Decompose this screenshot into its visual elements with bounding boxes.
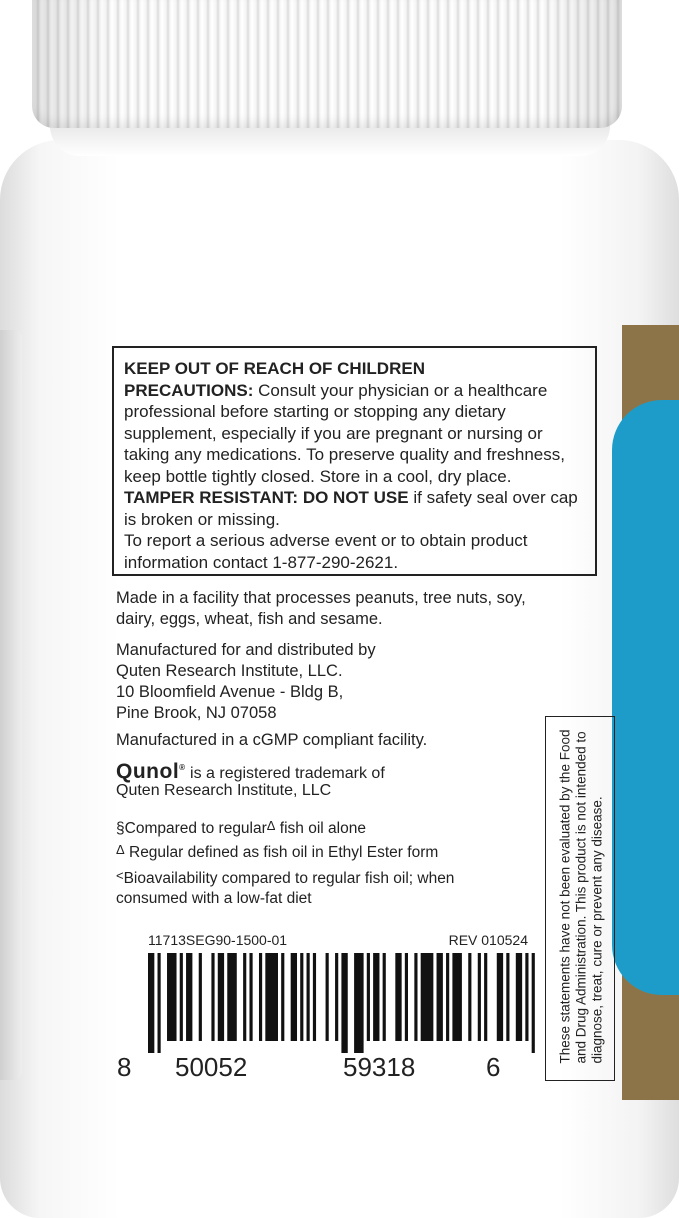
bottle-cap [32, 0, 622, 128]
footnote-1: §Compared to regularΔ fish oil alone [116, 818, 366, 837]
cap-shadow-right [542, 0, 622, 128]
barcode-last-digit: 6 [486, 1052, 501, 1082]
trademark-line [116, 760, 385, 784]
precautions-text: Consult your physician or a healthcare professional before starting or stopping any dietary supplement, especially if you are pregnant or nursing or taking any medications. To preserve quality and freshness, keep bottle tightly closed. Store in a cool, dry place. [124, 380, 565, 486]
rev-code: REV 010524 [448, 932, 528, 948]
distributor-block [116, 640, 536, 724]
fda-disclaimer-text: These statements have not been evaluated by the Food and Drug Administration. This product is not intended to diagnose, treat, cure or prevent any disease. [557, 729, 605, 1064]
cap-shadow-left [32, 0, 112, 128]
barcode-group1: 50052 [175, 1052, 248, 1082]
barcode-bar [468, 953, 471, 1041]
barcode-bar [259, 953, 262, 1041]
footnote-3: <Bioavailability compared to regular fish oil; when consumed with a low-fat diet [116, 868, 455, 907]
barcode-bar [335, 953, 338, 1041]
barcode-bar [186, 953, 192, 1041]
label-blue-band [612, 400, 679, 995]
tamper-label: TAMPER RESISTANT: DO NOT USE [124, 488, 409, 507]
precautions-label: PRECAUTIONS: [124, 380, 254, 400]
barcode-bar [326, 953, 329, 1041]
barcode-bar [497, 953, 503, 1041]
barcode-bar [300, 953, 303, 1041]
distributor-line4: Pine Brook, NJ 07058 [116, 704, 277, 722]
footnote-2: Δ Regular defined as fish oil in Ethyl Ester form [116, 842, 439, 861]
barcode-bar [199, 953, 202, 1041]
distributor-line3: 10 Bloomfield Avenue - Bldg B, [116, 683, 344, 701]
barcode-bar [218, 953, 224, 1041]
trademark-owner: Quten Research Institute, LLC [116, 782, 332, 799]
barcode-bar [532, 953, 535, 1053]
barcode-bar [506, 953, 509, 1041]
barcode-bar [373, 953, 379, 1041]
barcode-bar [313, 953, 316, 1041]
barcode-bar [383, 953, 386, 1041]
barcode-bar [421, 953, 434, 1041]
barcode-bar [227, 953, 237, 1041]
barcode-bar [265, 953, 278, 1041]
trademark-text: is a registered trademark of [190, 765, 385, 782]
barcode-bar [354, 953, 364, 1053]
lot-code: 11713SEG90-1500-01 [148, 932, 288, 948]
barcode-bar [341, 953, 347, 1053]
barcode-first-digit: 8 [117, 1052, 132, 1082]
label-left-edge [0, 330, 22, 1080]
barcode-bar [437, 953, 443, 1041]
warning-title: KEEP OUT OF REACH OF CHILDREN [124, 359, 425, 378]
report-text: To report a serious adverse event or to obtain product information contact 1-877-290-2621. [124, 531, 528, 572]
barcode-bar [484, 953, 487, 1041]
barcode-bar [249, 953, 252, 1041]
barcode-bar [167, 953, 177, 1041]
barcode-bar [367, 953, 370, 1041]
bottle-neck [50, 126, 610, 156]
allergen-statement: Made in a facility that processes peanuts, tree nuts, soy, dairy, eggs, wheat, fish and sesame. [116, 589, 526, 628]
tamper-paragraph [124, 487, 587, 530]
qunol-logo: Qunol® [116, 760, 186, 783]
precautions-paragraph [124, 380, 587, 488]
barcode-bar [148, 953, 154, 1053]
barcode-bar [452, 953, 462, 1041]
barcode-bar [414, 953, 417, 1041]
cgmp-statement: Manufactured in a cGMP compliant facility. [116, 731, 428, 749]
barcode-bar [180, 953, 183, 1041]
upc-barcode [148, 953, 538, 1053]
fda-disclaimer-box [545, 716, 615, 1081]
barcode-bar [395, 953, 401, 1041]
barcode-bar [243, 953, 246, 1041]
distributor-line2: Quten Research Institute, LLC. [116, 662, 343, 680]
lot-codes [148, 932, 528, 948]
barcode-bar [281, 953, 284, 1041]
tamper-text: if safety seal over cap is broken or missing. [124, 488, 578, 529]
barcode-bar [211, 953, 214, 1041]
barcode-bar [405, 953, 408, 1041]
barcode-bar [291, 953, 297, 1041]
barcode-bar [158, 953, 161, 1053]
barcode-bar [516, 953, 522, 1041]
warning-box [112, 346, 597, 576]
barcode-bar [446, 953, 449, 1041]
distributor-line1: Manufactured for and distributed by [116, 641, 376, 659]
barcode-bar [525, 953, 528, 1041]
barcode-group2: 59318 [343, 1052, 416, 1082]
barcode-bar [478, 953, 481, 1041]
barcode-bar [307, 953, 310, 1041]
